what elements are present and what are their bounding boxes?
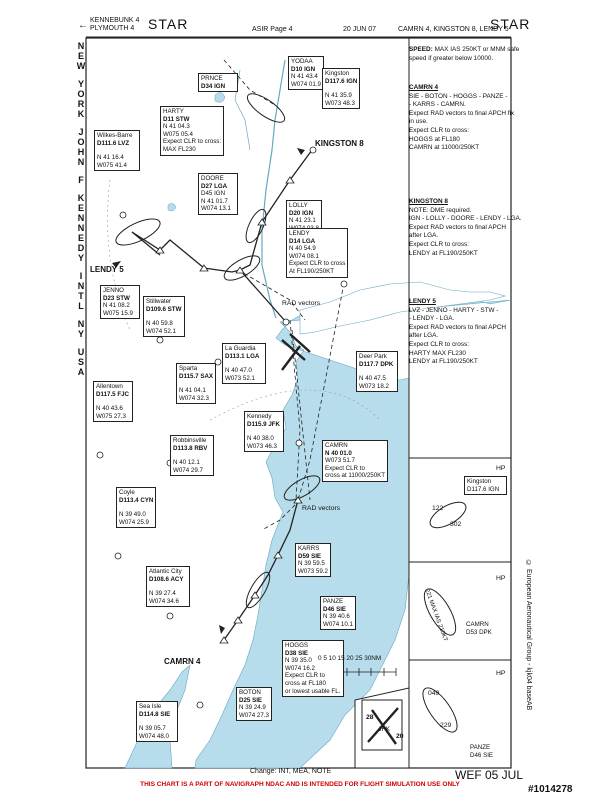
seaisle-text: Sea Isle: [139, 703, 162, 710]
wilkes-text: N 41 16.4: [97, 154, 124, 162]
side-title-char: O: [77, 89, 85, 99]
side-title-char: E: [77, 51, 84, 61]
robbinsville-text: D113.8 RBV: [173, 444, 208, 452]
kingston-text: D117.6 IGN: [325, 77, 358, 85]
camrn4-line: SIE - BOTON - HOGGS - PANZE -: [409, 92, 508, 100]
boton-waypoint-box[interactable]: [236, 687, 272, 721]
harty-text: MAX FL230: [163, 145, 196, 153]
lendy-text: LENDY: [289, 230, 310, 237]
lendy5-line: HARTY MAX FL230: [409, 349, 466, 357]
camrn4-line: HOGGS at FL180: [409, 135, 460, 143]
yodaa-waypoint-box[interactable]: [288, 56, 324, 90]
allentown-text: D117.5 FJC: [96, 390, 130, 398]
hoggs-text: D38 SIE: [285, 649, 309, 657]
robbinsville-text: [173, 452, 211, 459]
kingston8-line: IGN - LOLLY - DOORE - LENDY - LGA.: [409, 215, 522, 223]
karrs-waypoint-box[interactable]: [295, 543, 331, 577]
kingston8-line: Expect RAD vectors to final APCH: [409, 223, 506, 231]
kennedy-text: [247, 428, 281, 435]
camrn4-line: - KARRS - CAMRN.: [409, 101, 466, 109]
yodaa-text: D10 IGN: [291, 65, 316, 73]
chart-id: #1014278: [528, 784, 573, 795]
doore-text: D45 IGN: [201, 190, 226, 198]
lendy5-line: after LGA.: [409, 332, 439, 340]
jenno-waypoint-box[interactable]: [100, 285, 140, 319]
hp-panze-box: PANZE D46 SIE: [468, 743, 504, 760]
inset-airport: JFK: [378, 726, 391, 733]
laguardia-text: W073 52.1: [225, 374, 255, 382]
side-title-char: W: [76, 61, 86, 71]
kingston8-section: KINGSTON 8 NOTE: DME required. IGN - LOLLY - DOORE - LENDY - LGA. Expect RAD vectors to final APCH after LGA. Expect CLR to cross: LENDY at FL190/250KT: [409, 198, 522, 257]
lolly-text: LOLLY: [289, 202, 308, 209]
atlantic-text: [149, 583, 187, 590]
deerpark-text: W073 18.2: [359, 382, 389, 390]
camrn4-label: CAMRN 4: [164, 657, 201, 666]
kingston8-line: after LGA.: [409, 232, 439, 240]
panze-text: N 39 40.6: [323, 613, 350, 621]
boton-text: N 39 24.9: [239, 704, 266, 712]
hoggs-text: or lowest usable FL.: [285, 687, 341, 695]
lendy5-line: Expect CLR to cross:: [409, 340, 470, 348]
side-title-char: N: [77, 213, 85, 223]
atlantic-text: Atlantic City: [149, 568, 182, 575]
wef-date: WEF 05 JUL: [455, 768, 524, 782]
sparta-text: D115.7 SAX: [179, 372, 214, 380]
karrs-text: KARRS: [298, 545, 320, 552]
camrn-text: W073 51.7: [325, 457, 355, 465]
side-title-char: D: [77, 243, 85, 253]
deerpark-waypoint-box[interactable]: [356, 351, 398, 392]
side-title-char: N: [77, 157, 85, 167]
prince-text: PRNCE: [201, 75, 223, 82]
kingston8-line: LENDY at FL190/250KT: [409, 249, 478, 257]
side-title-char: N: [77, 281, 85, 291]
lendy5-line: - LENDY - LGA.: [409, 315, 455, 323]
hoggs-text: cross at FL180: [285, 679, 326, 687]
hoggs-text: N 39 35.0: [285, 657, 312, 665]
doore-text: D27 LGA: [201, 182, 228, 190]
laguardia-waypoint-box[interactable]: [222, 343, 266, 384]
sparta-text: Sparta: [179, 365, 198, 372]
atlantic-text: D108.6 ACY: [149, 575, 184, 583]
karrs-text: N 39 59.5: [298, 560, 325, 568]
stillwater-text: N 40 59.8: [146, 320, 173, 328]
speed-section: SPEED: MAX IAS 250KT or MNM safe speed if greater below 10000.: [409, 46, 520, 62]
sparta-text: [179, 380, 213, 387]
atlantic-waypoint-box[interactable]: [146, 566, 190, 607]
karrs-text: D59 SIE: [298, 552, 322, 560]
lendy-waypoint-box[interactable]: [286, 228, 348, 278]
harty-text: N 41 04.3: [163, 123, 190, 131]
jenno-text: JENNO: [103, 287, 124, 294]
rad-vectors-label-2: RAD vectors: [302, 505, 341, 512]
yodaa-text: YODAA: [291, 58, 313, 65]
kennedy-text: N 40 38.0: [247, 435, 274, 443]
coyle-text: Coyle: [119, 489, 135, 496]
jenno-text: N 41 08.2: [103, 302, 130, 310]
side-title-char: R: [77, 99, 85, 109]
sparta-text: W074 32.3: [179, 394, 209, 402]
harty-text: HARTY: [163, 108, 184, 115]
coyle-text: D113.4 CYN: [119, 496, 154, 504]
harty-text: D11 STW: [163, 115, 190, 123]
wilkes-text: [97, 147, 137, 154]
kennedy-text: W073 46.3: [247, 442, 277, 450]
kingston-text: N 41 35.9: [325, 92, 352, 100]
kingston-waypoint-box[interactable]: [322, 68, 360, 109]
left-star-label: STAR: [148, 16, 189, 32]
hp-camrn-inbound: 221 MAX IAS 210KT: [423, 588, 448, 643]
boton-text: BOTON: [239, 689, 261, 696]
left-arrow-icon: ←: [78, 20, 88, 31]
side-title-char: I: [79, 271, 83, 281]
allentown-waypoint-box[interactable]: [93, 381, 133, 422]
hp-label-2: HP: [496, 575, 506, 582]
side-title-char: S: [77, 357, 84, 367]
inset-rw1: 28: [366, 714, 374, 721]
kennedy-waypoint-box[interactable]: [244, 411, 284, 452]
seaisle-text: D114.8 SIE: [139, 710, 171, 718]
kingston8-line: Expect CLR to cross:: [409, 240, 470, 248]
lendy-text: N 40 54.9: [289, 245, 316, 253]
side-title-char: L: [78, 301, 84, 311]
chart-date: 20 JUN 07: [343, 26, 377, 33]
rad-vectors-label-1: RAD vectors: [282, 300, 321, 307]
panze-waypoint-box[interactable]: [320, 596, 356, 630]
stillwater-waypoint-box[interactable]: [143, 296, 185, 337]
kennedy-text: D115.9 JFK: [247, 420, 281, 428]
hp-k-course-1: 122: [432, 505, 444, 512]
deerpark-text: [359, 368, 395, 375]
yodaa-text: N 41 43.4: [291, 73, 318, 81]
stillwater-text: [146, 313, 182, 320]
doore-text: DOORE: [201, 175, 224, 182]
wilkes-text: Wilkes-Barre: [97, 132, 133, 139]
lendy5-line: Expect RAD vectors to final APCH: [409, 323, 506, 331]
hp-k-course-2: 302: [450, 521, 462, 528]
lendy-text: Expect CLR to cross: [289, 260, 346, 268]
harty-waypoint-box[interactable]: [160, 106, 224, 156]
coyle-text: W074 25.9: [119, 518, 149, 526]
hp-kingston-box: Kingston D117.6 IGN: [464, 476, 507, 495]
side-title-char: A: [77, 367, 85, 377]
hoggs-text: W074 16.2: [285, 664, 315, 672]
robbinsville-text: Robbinsville: [173, 437, 207, 444]
harty-text: Expect CLR to cross:: [163, 138, 222, 146]
yodaa-text: W074 01.9: [291, 80, 321, 88]
side-title-char: K: [77, 109, 85, 119]
camrn4-section: CAMRN 4 SIE - BOTON - HOGGS - PANZE - - KARRS - CAMRN. Expect RAD vectors to final APCH fix in use. Expect CLR to cross: HOGGS at FL180 CAMRN at 11000/250KT: [409, 84, 515, 152]
side-title-char: Y: [77, 79, 84, 89]
side-title-char: F: [78, 175, 84, 185]
scale-bar-label: 0 5 10 15 20 25 30NM: [318, 655, 382, 662]
robbinsville-waypoint-box[interactable]: [170, 435, 214, 476]
lolly-text: N 41 23.1: [289, 217, 316, 225]
atlantic-text: N 39 27.4: [149, 590, 176, 598]
seaisle-waypoint-box[interactable]: [136, 701, 178, 742]
seaisle-text: W074 48.0: [139, 732, 169, 740]
kingston8-line: NOTE: DME required.: [409, 206, 472, 214]
camrn-text: N 40 01.0: [325, 449, 352, 457]
kingston-text: W073 48.3: [325, 99, 355, 107]
side-title-char: O: [77, 137, 85, 147]
allentown-text: W075 27.3: [96, 412, 126, 420]
camrn-text: Expect CLR to: [325, 464, 365, 472]
seaisle-text: N 39 05.7: [139, 725, 166, 733]
side-title-char: T: [78, 291, 84, 301]
back-arrow-plymouth[interactable]: PLYMOUTH 4: [90, 25, 135, 32]
coyle-text: [119, 504, 153, 511]
atlantic-text: W074 34.6: [149, 597, 179, 605]
side-title-char: E: [77, 203, 84, 213]
inset-rw2: 20: [396, 733, 404, 740]
kingston8-label: KINGSTON 8: [315, 139, 364, 148]
copyright-text: © European Aeronautical Group - kjk04 baseAB: [525, 560, 532, 711]
simulation-notice: THIS CHART IS A PART OF NAVIGRAPH NDAC AND IS INTENDED FOR FLIGHT SIMULATION USE ONLY: [140, 781, 460, 788]
kennedy-text: Kennedy: [247, 413, 272, 420]
changes-note: Change: INT, MEA, NOTE: [250, 768, 332, 775]
camrn4-line: in use.: [409, 118, 428, 126]
panze-text: W074 10.1: [323, 620, 353, 628]
coyle-waypoint-box[interactable]: [116, 487, 156, 528]
side-title-char: U: [77, 347, 85, 357]
kingston-text: Kingston: [325, 70, 350, 77]
boton-text: W074 27.3: [239, 711, 269, 719]
hoggs-text: HOGGS: [285, 642, 309, 649]
side-title-char: Y: [77, 253, 84, 263]
sparta-waypoint-box[interactable]: [176, 363, 216, 404]
laguardia-text: D113.1 LGA: [225, 352, 260, 360]
laguardia-text: [225, 360, 263, 367]
hoggs-text: Expect CLR to: [285, 672, 325, 680]
right-star-label: STAR: [490, 16, 531, 32]
deerpark-text: N 40 47.5: [359, 375, 386, 383]
panze-text: PANZE: [323, 598, 344, 605]
coyle-text: N 39 49.0: [119, 511, 146, 519]
hp-panze-course-1: 049: [428, 690, 440, 697]
jenno-text: D23 STW: [103, 294, 130, 302]
panze-text: D46 SIE: [323, 605, 347, 613]
side-title-char: N: [77, 223, 85, 233]
lendy-text: D14 LGA: [289, 237, 316, 245]
stillwater-text: W074 52.1: [146, 327, 176, 335]
lendy5-line: LENDY at FL190/250KT: [409, 358, 478, 366]
side-title-char: J: [78, 127, 84, 137]
lendy5-section: LENDY 5 LVZ - JENNO - HARTY - STW - - LENDY - LGA. Expect RAD vectors to final APCH after LGA. Expect CLR to cross: HARTY MAX FL230 LENDY at FL190/250KT: [409, 296, 510, 367]
camrn4-line: Expect CLR to cross:: [409, 126, 470, 134]
deerpark-text: D117.7 DPK: [359, 360, 394, 368]
doore-text: W074 13.1: [201, 205, 231, 213]
laguardia-text: N 40 47.0: [225, 367, 252, 375]
prince-waypoint-box[interactable]: [198, 73, 238, 92]
side-title-char: H: [77, 147, 85, 157]
doore-waypoint-box[interactable]: [198, 173, 238, 215]
harty-text: W075 05.4: [163, 130, 193, 138]
doore-text: N 41 01.7: [201, 197, 228, 205]
hp-camrn-box: CAMRN D53 DPK: [464, 620, 500, 637]
lendy5-line: LVZ - JENNO - HARTY - STW -: [409, 306, 499, 314]
hp-panze-course-2: 229: [440, 722, 452, 729]
back-arrow-kennebunk[interactable]: KENNEBUNK 4: [90, 17, 140, 24]
camrn4-line: Expect RAD vectors to final APCH fix: [409, 109, 515, 117]
karrs-text: W073 59.2: [298, 567, 328, 575]
allentown-text: N 40 43.6: [96, 405, 123, 413]
side-title-char: N: [77, 41, 85, 51]
side-title-char: N: [77, 319, 85, 329]
jenno-text: W075 15.9: [103, 309, 133, 317]
hoggs-waypoint-box[interactable]: [282, 640, 344, 697]
lolly-text: D20 IGN: [289, 209, 314, 217]
procedures-title: CAMRN 4, KINGSTON 8, LENDY 5: [398, 26, 509, 33]
hp-label-3: HP: [496, 670, 506, 677]
deerpark-text: Deer Park: [359, 353, 387, 360]
robbinsville-text: W074 29.7: [173, 466, 203, 474]
camrn4-line: CAMRN at 11000/250KT: [409, 144, 480, 152]
wilkes-text: D111.6 LVZ: [97, 139, 130, 147]
lendy-text: W074 08.1: [289, 252, 319, 260]
side-title-char: E: [77, 233, 84, 243]
camrn-text: cross at 11000/250KT: [325, 472, 386, 480]
wilkes-waypoint-box[interactable]: [94, 130, 140, 171]
side-title-char: Y: [77, 329, 84, 339]
hp-label-1: HP: [496, 465, 506, 472]
side-title-char: K: [77, 193, 85, 203]
stillwater-text: Stillwater: [146, 298, 172, 305]
page-number: ASIR Page 4: [252, 26, 293, 33]
allentown-text: Allentown: [96, 383, 123, 390]
kingston-text: [325, 85, 357, 92]
stillwater-text: D109.6 STW: [146, 305, 182, 313]
camrn-text: CAMRN: [325, 442, 348, 449]
lendy5-label: LENDY 5: [90, 265, 124, 274]
wilkes-text: W075 41.4: [97, 161, 127, 169]
prince-text: D34 IGN: [201, 82, 226, 90]
lendy-text: At FL190/250KT: [289, 267, 335, 275]
allentown-text: [96, 398, 130, 405]
boton-text: D25 SIE: [239, 696, 263, 704]
seaisle-text: [139, 718, 175, 725]
sparta-text: N 41 04.1: [179, 387, 206, 395]
camrn-waypoint-box[interactable]: [322, 440, 388, 482]
laguardia-text: La Guardia: [225, 345, 256, 352]
robbinsville-text: N 40 12.1: [173, 459, 200, 467]
